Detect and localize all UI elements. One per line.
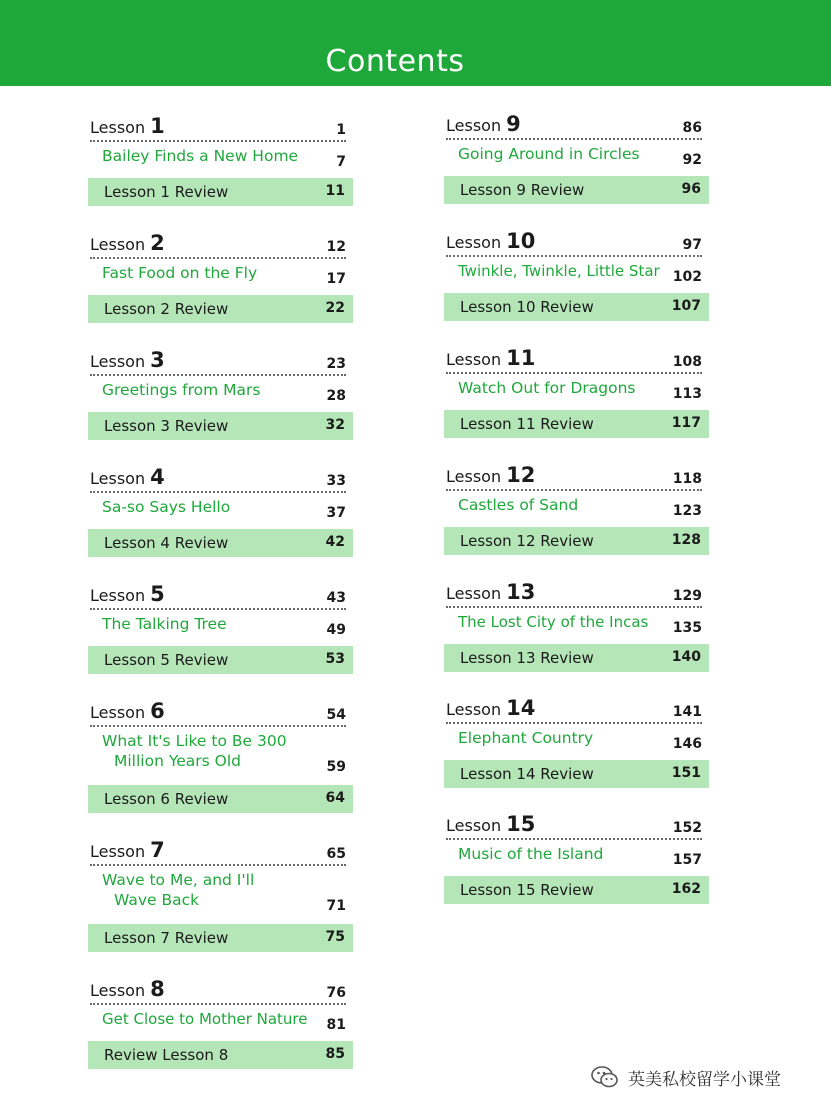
lesson-number: 13 xyxy=(506,580,536,604)
lesson-word: Lesson xyxy=(90,352,146,371)
lesson-page: 33 xyxy=(326,473,346,489)
story-title: Going Around in Circles xyxy=(458,145,640,163)
story-entry[interactable] xyxy=(458,612,702,636)
lesson-page: 97 xyxy=(682,237,702,253)
story-entry[interactable] xyxy=(102,263,346,287)
review-entry[interactable] xyxy=(444,293,709,321)
lesson-page: 1 xyxy=(336,122,346,138)
lesson-heading xyxy=(90,114,346,142)
story-page: 92 xyxy=(682,152,702,168)
review-label: Lesson 6 Review xyxy=(104,790,229,808)
contents-header xyxy=(0,0,831,86)
story-title: Elephant Country xyxy=(458,729,594,747)
watermark xyxy=(590,1064,781,1090)
story-entry[interactable] xyxy=(102,614,346,638)
review-page: 64 xyxy=(325,790,345,806)
lesson-word: Lesson xyxy=(446,584,502,603)
lesson-number: 1 xyxy=(150,114,165,138)
lesson-number: 14 xyxy=(506,696,536,720)
review-page: 117 xyxy=(671,415,701,431)
story-title: The Lost City of the Incas xyxy=(458,613,649,631)
story-title: Castles of Sand xyxy=(458,496,579,514)
review-label: Lesson 14 Review xyxy=(460,765,594,783)
review-label: Lesson 12 Review xyxy=(460,532,594,550)
lesson-word: Lesson xyxy=(446,233,502,252)
watermark-text: 英美私校留学小课堂 xyxy=(628,1069,781,1090)
review-label: Lesson 4 Review xyxy=(104,534,229,552)
lesson-word: Lesson xyxy=(446,816,502,835)
lesson-page: 118 xyxy=(672,471,702,487)
story-entry[interactable] xyxy=(458,495,702,519)
story-entry[interactable] xyxy=(458,378,702,402)
lesson-heading xyxy=(90,977,346,1005)
story-title: Twinkle, Twinkle, Little Star xyxy=(458,262,660,280)
lesson-heading xyxy=(90,231,346,259)
lesson-heading xyxy=(446,580,702,608)
review-entry[interactable] xyxy=(88,295,353,323)
story-entry[interactable] xyxy=(102,870,346,914)
review-entry[interactable] xyxy=(88,178,353,206)
review-label: Lesson 10 Review xyxy=(460,298,594,316)
page-title: Contents xyxy=(325,44,465,79)
lesson-page: 23 xyxy=(326,356,346,372)
review-label: Review Lesson 8 xyxy=(104,1046,229,1064)
story-page: 146 xyxy=(672,736,702,752)
lesson-page: 43 xyxy=(326,590,346,606)
review-label: Lesson 7 Review xyxy=(104,929,229,947)
lesson-page: 54 xyxy=(326,707,346,723)
review-entry[interactable] xyxy=(88,785,353,813)
review-label: Lesson 1 Review xyxy=(104,183,229,201)
story-page: 71 xyxy=(326,898,346,914)
story-page: 49 xyxy=(326,622,346,638)
lesson-word: Lesson xyxy=(90,469,146,488)
review-page: 128 xyxy=(671,532,701,548)
review-page: 32 xyxy=(325,417,345,433)
lesson-word: Lesson xyxy=(90,981,146,1000)
review-label: Lesson 5 Review xyxy=(104,651,229,669)
lesson-number: 15 xyxy=(506,812,536,836)
story-page: 102 xyxy=(672,269,702,285)
lesson-number: 5 xyxy=(150,582,165,606)
lesson-heading xyxy=(90,348,346,376)
story-entry[interactable] xyxy=(102,380,346,404)
lesson-word: Lesson xyxy=(446,467,502,486)
lesson-word: Lesson xyxy=(90,586,146,605)
story-page: 7 xyxy=(336,154,346,170)
review-page: 85 xyxy=(325,1046,345,1062)
review-entry[interactable] xyxy=(444,527,709,555)
review-page: 162 xyxy=(671,881,701,897)
lesson-page: 65 xyxy=(326,846,346,862)
lesson-heading xyxy=(446,696,702,724)
lesson-number: 12 xyxy=(506,463,536,487)
story-title: Get Close to Mother Nature xyxy=(102,1010,308,1028)
review-page: 42 xyxy=(325,534,345,550)
lesson-heading xyxy=(90,699,346,727)
review-label: Lesson 11 Review xyxy=(460,415,594,433)
story-entry[interactable] xyxy=(102,731,346,775)
lesson-page: 129 xyxy=(672,588,702,604)
story-entry[interactable] xyxy=(458,844,702,868)
story-page: 37 xyxy=(326,505,346,521)
lesson-word: Lesson xyxy=(90,235,146,254)
story-page: 157 xyxy=(672,852,702,868)
story-title: Fast Food on the Fly xyxy=(102,264,258,282)
story-page: 59 xyxy=(326,759,346,775)
lesson-page: 108 xyxy=(672,354,702,370)
story-title: Sa-so Says Hello xyxy=(102,498,231,516)
lesson-number: 10 xyxy=(506,229,536,253)
lesson-page: 12 xyxy=(326,239,346,255)
review-entry[interactable] xyxy=(444,410,709,438)
lesson-page: 76 xyxy=(326,985,346,1001)
wechat-icon xyxy=(590,1064,620,1090)
lesson-number: 8 xyxy=(150,977,165,1001)
story-page: 28 xyxy=(326,388,346,404)
lesson-page: 152 xyxy=(672,820,702,836)
review-page: 151 xyxy=(671,765,701,781)
lesson-heading xyxy=(90,838,346,866)
lesson-number: 7 xyxy=(150,838,165,862)
lesson-heading xyxy=(446,812,702,840)
review-page: 140 xyxy=(671,649,701,665)
story-title: The Talking Tree xyxy=(102,615,227,633)
story-entry[interactable] xyxy=(102,497,346,521)
lesson-number: 9 xyxy=(506,112,521,136)
lesson-page: 141 xyxy=(672,704,702,720)
story-title: Music of the Island xyxy=(458,845,604,863)
review-entry[interactable] xyxy=(444,176,709,204)
lesson-heading xyxy=(446,112,702,140)
lesson-word: Lesson xyxy=(446,700,502,719)
lesson-number: 6 xyxy=(150,699,165,723)
story-entry[interactable] xyxy=(458,261,702,285)
review-entry[interactable] xyxy=(88,412,353,440)
review-page: 11 xyxy=(325,183,345,199)
lesson-word: Lesson xyxy=(90,842,146,861)
story-title-line2: Wave Back xyxy=(114,891,200,909)
story-title-line2: Million Years Old xyxy=(114,752,241,770)
review-label: Lesson 13 Review xyxy=(460,649,594,667)
review-entry[interactable] xyxy=(444,644,709,672)
story-entry[interactable] xyxy=(458,144,702,168)
story-page: 135 xyxy=(672,620,702,636)
review-label: Lesson 9 Review xyxy=(460,181,585,199)
story-title: Wave to Me, and I'll xyxy=(102,871,255,889)
story-title: Watch Out for Dragons xyxy=(458,379,636,397)
story-title: Bailey Finds a New Home xyxy=(102,147,299,165)
lesson-heading xyxy=(90,582,346,610)
review-page: 96 xyxy=(681,181,701,197)
story-entry[interactable] xyxy=(102,1009,346,1033)
story-title: Greetings from Mars xyxy=(102,381,261,399)
review-page: 75 xyxy=(325,929,345,945)
lesson-heading xyxy=(446,229,702,257)
review-page: 22 xyxy=(325,300,345,316)
review-entry[interactable] xyxy=(88,529,353,557)
lesson-number: 11 xyxy=(506,346,536,370)
lesson-word: Lesson xyxy=(90,118,146,137)
lesson-word: Lesson xyxy=(90,703,146,722)
review-entry[interactable] xyxy=(444,876,709,904)
review-entry[interactable] xyxy=(88,1041,353,1069)
story-entry[interactable] xyxy=(458,728,702,752)
review-label: Lesson 2 Review xyxy=(104,300,229,318)
story-entry[interactable] xyxy=(102,146,346,170)
story-title: What It's Like to Be 300 xyxy=(102,732,287,750)
lesson-number: 4 xyxy=(150,465,165,489)
review-entry[interactable] xyxy=(444,760,709,788)
story-page: 113 xyxy=(672,386,702,402)
lesson-number: 2 xyxy=(150,231,165,255)
review-entry[interactable] xyxy=(88,924,353,952)
review-page: 107 xyxy=(671,298,701,314)
lesson-heading xyxy=(90,465,346,493)
review-page: 53 xyxy=(325,651,345,667)
story-page: 123 xyxy=(672,503,702,519)
story-page: 17 xyxy=(326,271,346,287)
lesson-page: 86 xyxy=(682,120,702,136)
lesson-number: 3 xyxy=(150,348,165,372)
review-label: Lesson 3 Review xyxy=(104,417,229,435)
lesson-heading xyxy=(446,463,702,491)
lesson-heading xyxy=(446,346,702,374)
lesson-word: Lesson xyxy=(446,350,502,369)
review-entry[interactable] xyxy=(88,646,353,674)
review-label: Lesson 15 Review xyxy=(460,881,594,899)
story-page: 81 xyxy=(326,1017,346,1033)
lesson-word: Lesson xyxy=(446,116,502,135)
